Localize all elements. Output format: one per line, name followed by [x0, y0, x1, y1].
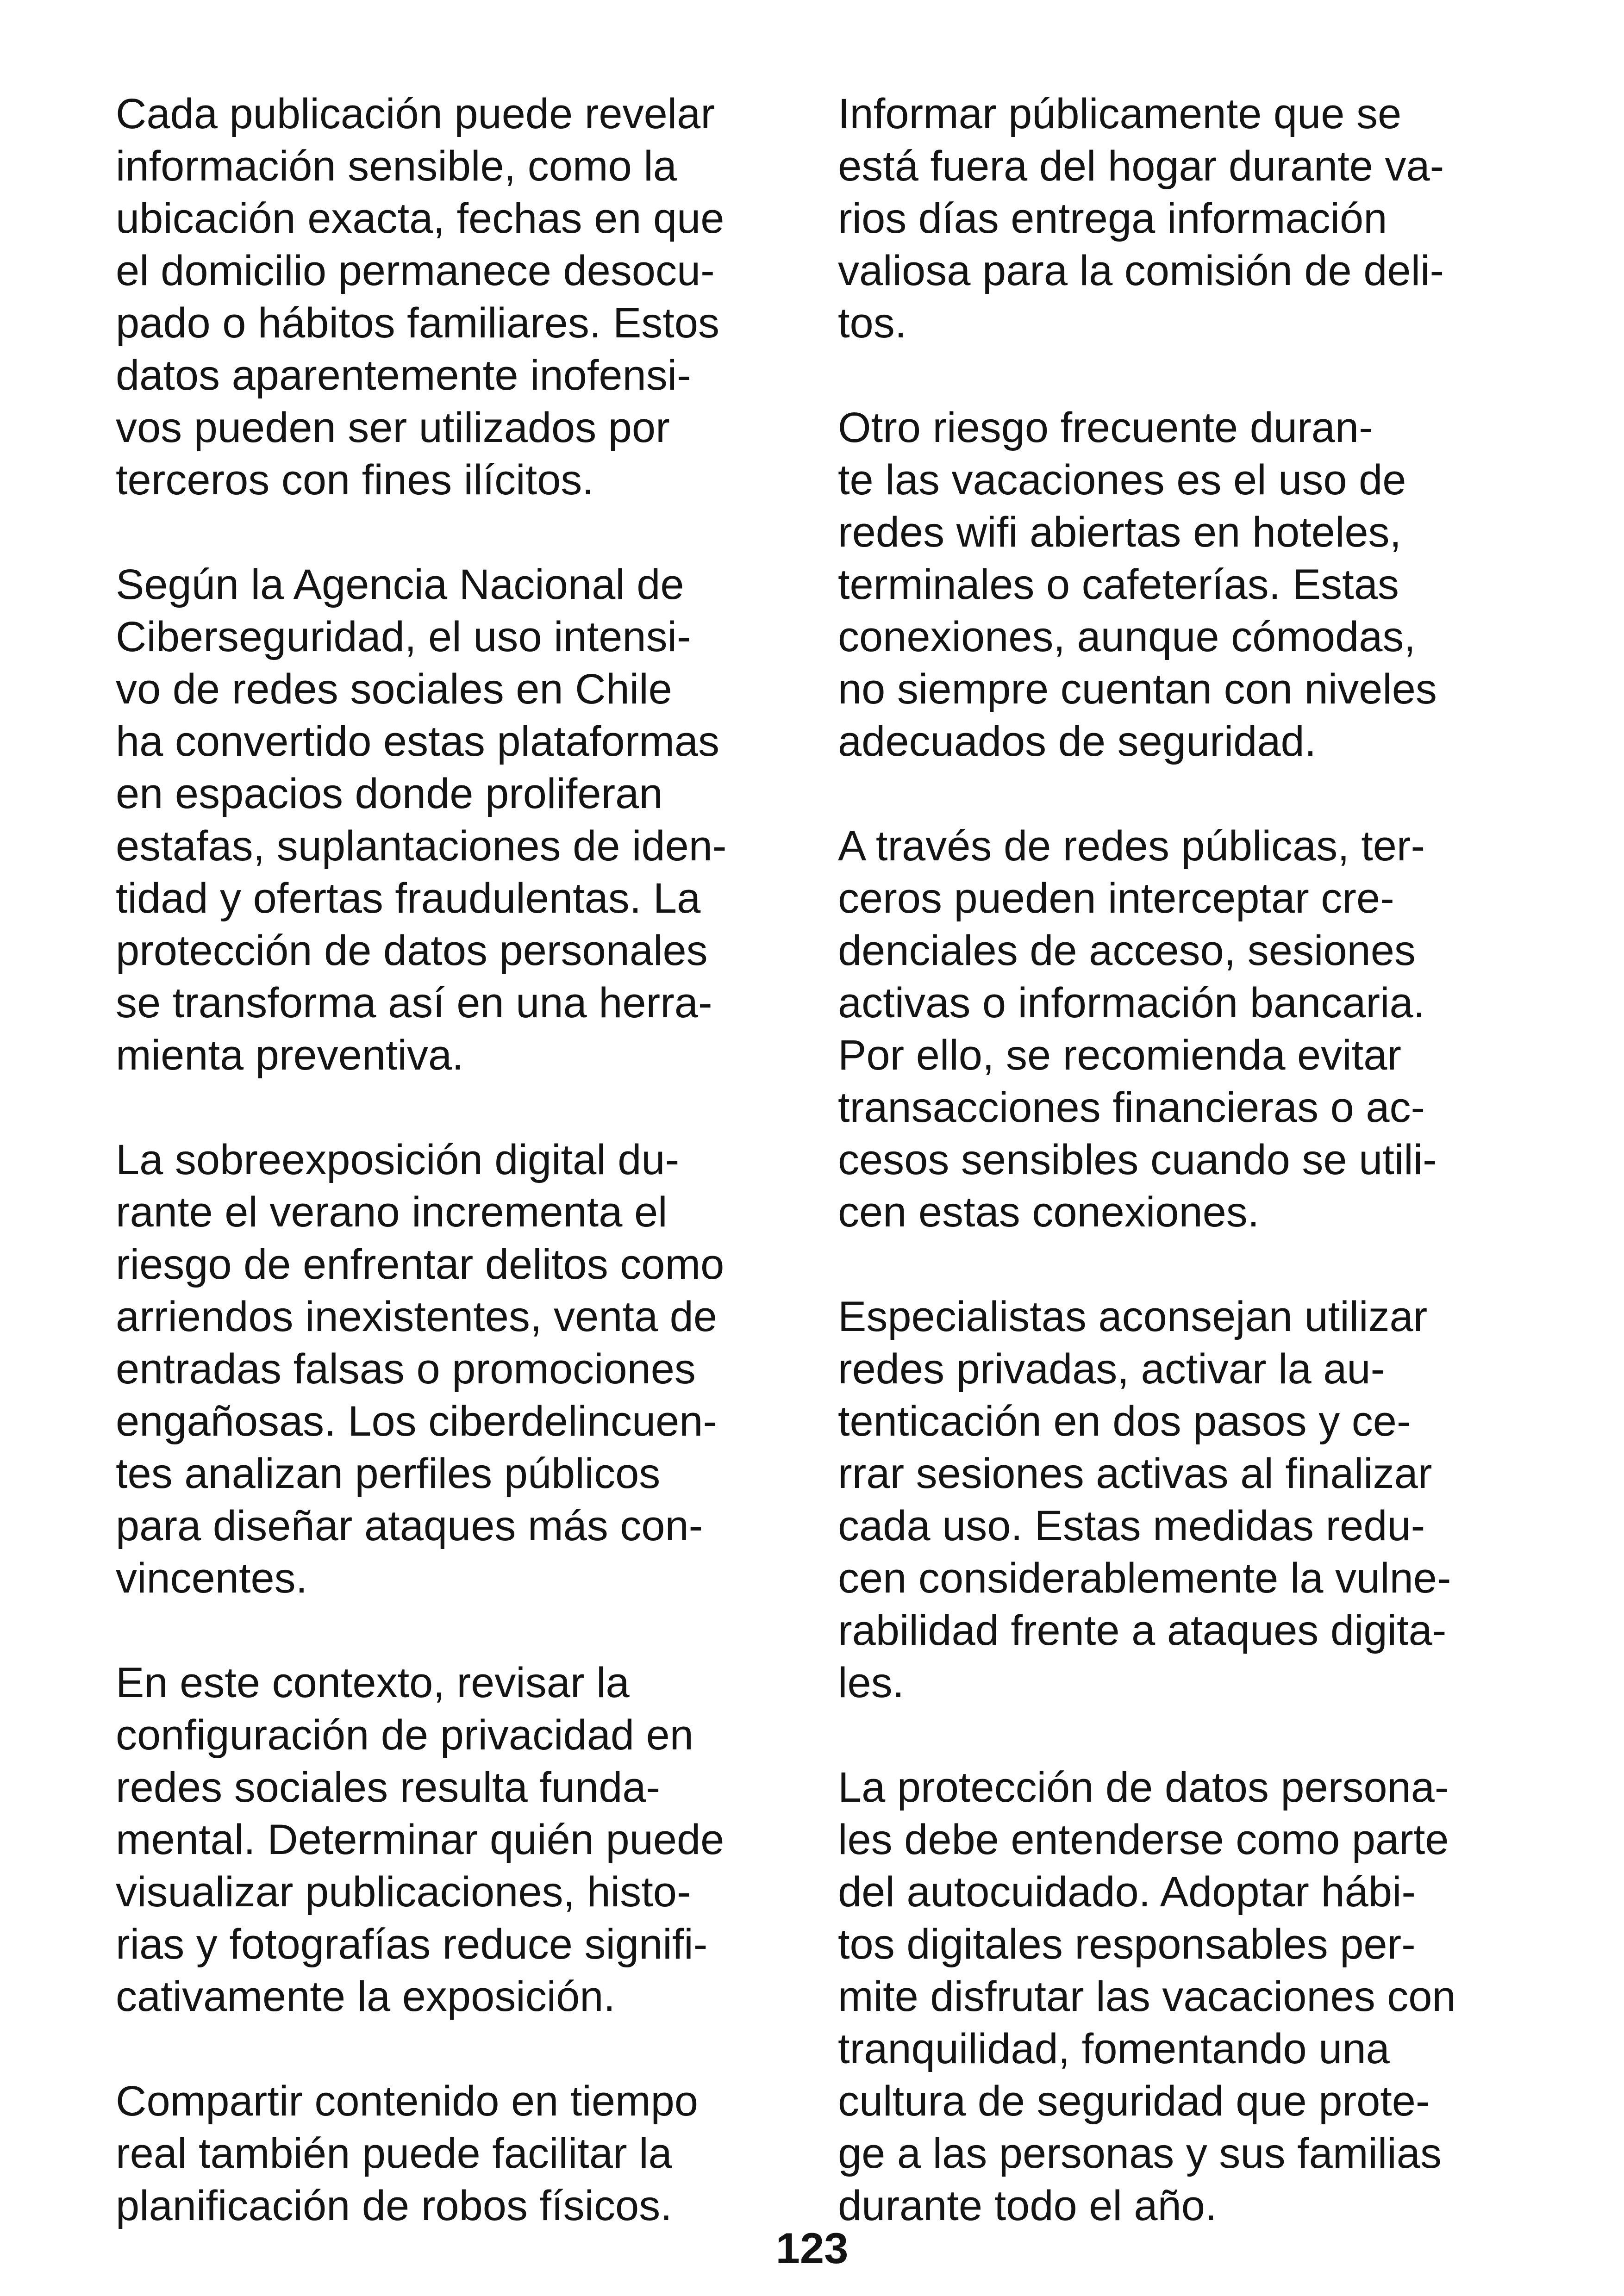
text-line: La protección de datos persona-: [838, 1764, 1449, 1811]
text-line: mental. Determinar quién puede: [116, 1816, 725, 1863]
paragraph: [116, 2075, 801, 2232]
page-number: 123: [775, 2224, 849, 2272]
text-line: configuración de privacidad en: [116, 1711, 693, 1759]
text-line: te las vacaciones es el uso de: [838, 456, 1406, 504]
paragraph: [116, 88, 801, 506]
text-line: redes sociales resulta funda-: [116, 1764, 661, 1811]
text-line: arriendos inexistentes, venta de: [116, 1293, 718, 1340]
text-line: En este contexto, revisar la: [116, 1659, 630, 1706]
text-line: riesgo de enfrentar delitos como: [116, 1241, 725, 1288]
paragraph-gap: [116, 2023, 801, 2075]
text-line: redes wifi abiertas en hoteles,: [838, 509, 1402, 556]
text-line: terceros con fines ilícitos.: [116, 456, 594, 504]
text-line: Según la Agencia Nacional de: [116, 561, 684, 608]
text-line: ge a las personas y sus familias: [838, 2130, 1442, 2177]
text-line: Por ello, se recomienda evitar: [838, 1032, 1402, 1079]
text-line: vincentes.: [116, 1555, 308, 1602]
paragraph: [116, 559, 801, 1082]
text-line: durante todo el año.: [838, 2182, 1217, 2229]
paragraph: [838, 820, 1523, 1238]
text-line: tenticación en dos pasos y ce-: [838, 1398, 1411, 1445]
text-line: datos aparentemente inofensi-: [116, 352, 691, 399]
text-line: mite disfrutar las vacaciones con: [838, 1973, 1456, 2020]
text-line: ha convertido estas plataformas: [116, 718, 720, 765]
text-line: estafas, suplantaciones de iden-: [116, 822, 727, 870]
paragraph-gap: [838, 1709, 1523, 1761]
paragraph: [838, 1291, 1523, 1709]
text-line: tos digitales responsables per-: [838, 1921, 1416, 1968]
text-line: protección de datos personales: [116, 927, 708, 974]
text-line: cen estas conexiones.: [838, 1188, 1260, 1236]
text-line: transacciones financieras o ac-: [838, 1084, 1425, 1131]
paragraph-gap: [838, 1238, 1523, 1291]
text-line: vos pueden ser utilizados por: [116, 404, 670, 451]
text-line: Especialistas aconsejan utilizar: [838, 1293, 1428, 1340]
paragraph-gap: [838, 349, 1523, 402]
text-line: rias y fotografías reduce signifi-: [116, 1921, 708, 1968]
text-line: les debe entenderse como parte: [838, 1816, 1449, 1863]
text-line: cultura de seguridad que prote-: [838, 2078, 1430, 2125]
text-line: Compartir contenido en tiempo: [116, 2078, 698, 2125]
paragraph-gap: [116, 1082, 801, 1134]
text-line: tidad y ofertas fraudulentas. La: [116, 875, 701, 922]
text-line: rabilidad frente a ataques digita-: [838, 1607, 1447, 1654]
text-line: para diseñar ataques más con-: [116, 1502, 703, 1549]
text-line: tos.: [838, 299, 907, 347]
text-line: entradas falsas o promociones: [116, 1345, 696, 1393]
text-line: cen considerablemente la vulne-: [838, 1555, 1451, 1602]
text-line: mienta preventiva.: [116, 1032, 464, 1079]
text-line: cada uso. Estas medidas redu-: [838, 1502, 1425, 1549]
text-line: Informar públicamente que se: [838, 90, 1402, 137]
text-line: cativamente la exposición.: [116, 1973, 616, 2020]
text-line: conexiones, aunque cómodas,: [838, 613, 1416, 660]
text-line: tes analizan perfiles públicos: [116, 1450, 661, 1497]
text-line: ubicación exacta, fechas en que: [116, 195, 725, 242]
text-line: Cada publicación puede revelar: [116, 90, 715, 137]
text-line: información sensible, como la: [116, 143, 677, 190]
paragraph: [838, 402, 1523, 768]
text-line: Ciberseguridad, el uso intensi-: [116, 613, 691, 660]
paragraph-gap: [116, 506, 801, 559]
text-line: real también puede facilitar la: [116, 2130, 672, 2177]
text-line: del autocuidado. Adoptar hábi-: [838, 1868, 1416, 1916]
text-line: activas o información bancaria.: [838, 979, 1425, 1027]
paragraph: [838, 1761, 1523, 2232]
text-line: planificación de robos físicos.: [116, 2182, 672, 2229]
text-line: La sobreexposición digital du-: [116, 1136, 680, 1183]
paragraph: [116, 1657, 801, 2023]
paragraph-gap: [838, 768, 1523, 820]
text-line: valiosa para la comisión de deli-: [838, 247, 1444, 294]
text-line: pado o hábitos familiares. Estos: [116, 299, 720, 347]
text-line: A través de redes públicas, ter-: [838, 822, 1425, 870]
text-line: se transforma así en una herra-: [116, 979, 712, 1027]
text-line: rante el verano incrementa el: [116, 1188, 668, 1236]
paragraph-gap: [116, 1605, 801, 1657]
text-line: denciales de acceso, sesiones: [838, 927, 1416, 974]
text-line: rios días entrega información: [838, 195, 1387, 242]
text-line: tranquilidad, fomentando una: [838, 2025, 1390, 2072]
text-line: engañosas. Los ciberdelincuen-: [116, 1398, 718, 1445]
left-column: [116, 88, 801, 2232]
text-line: ceros pueden interceptar cre-: [838, 875, 1394, 922]
paragraph: [838, 88, 1523, 349]
text-line: redes privadas, activar la au-: [838, 1345, 1385, 1393]
text-line: adecuados de seguridad.: [838, 718, 1317, 765]
text-line: en espacios donde proliferan: [116, 770, 663, 817]
text-line: no siempre cuentan con niveles: [838, 666, 1437, 713]
text-line: el domicilio permanece desocu-: [116, 247, 715, 294]
text-line: está fuera del hogar durante va-: [838, 143, 1444, 190]
text-line: les.: [838, 1659, 905, 1706]
text-line: Otro riesgo frecuente duran-: [838, 404, 1373, 451]
text-line: vo de redes sociales en Chile: [116, 666, 672, 713]
right-column: [838, 88, 1523, 2232]
paragraph: [116, 1134, 801, 1605]
text-line: rrar sesiones activas al finalizar: [838, 1450, 1432, 1497]
text-line: terminales o cafeterías. Estas: [838, 561, 1399, 608]
text-line: cesos sensibles cuando se utili-: [838, 1136, 1437, 1183]
text-line: visualizar publicaciones, histo-: [116, 1868, 691, 1916]
